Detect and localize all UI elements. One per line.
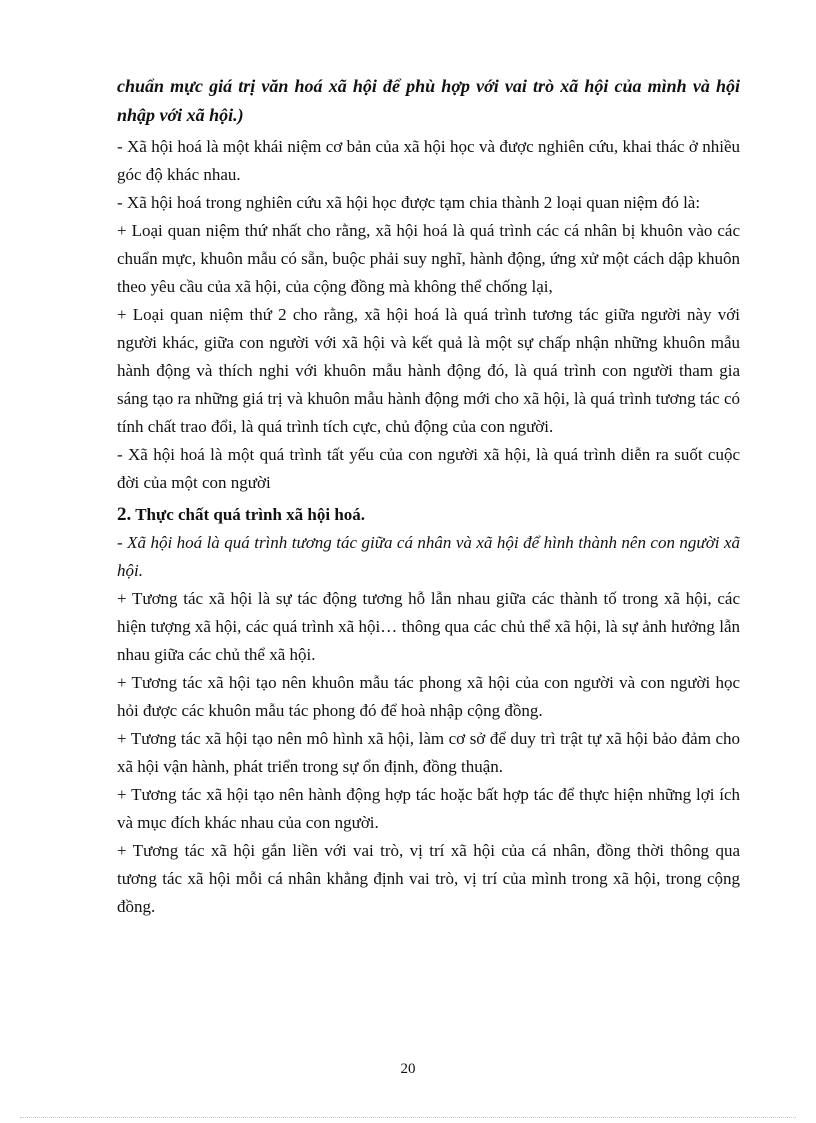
paragraph: + Tương tác xã hội là sự tác động tương hỗ lẫn nhau giữa các thành tố trong xã hội, các hiện tượng xã hội, các quá trình xã hội… thông qua các chủ thể xã hội, là sự ảnh hưởng lẫn nhau giữa các chủ thể xã hội. [117, 589, 740, 664]
paragraph: - Xã hội hoá trong nghiên cứu xã hội học được tạm chia thành 2 loại quan niệm đó là: [117, 193, 701, 212]
page-number: 20 [400, 1061, 416, 1077]
section-title: Thực chất quá trình xã hội hoá. [131, 505, 366, 524]
paragraph: + Loại quan niệm thứ 2 cho rằng, xã hội hoá là quá trình tương tác giữa người này với người khác, giữa con người với xã hội và kết quả là một sự chấp nhận những khuôn mẫu hành động và thích nghi với khuôn mẫu hành động đó, là quá trình con người tham gia sáng tạo ra những giá trị và khuôn mẫu hành động mới cho xã hội, là quá trình tương tác có tính chất trao đổi, là quá trình tích cực, chủ động của con người. [117, 305, 740, 436]
page-body [117, 72, 740, 921]
paragraph: + Tương tác xã hội tạo nên khuôn mẫu tác phong xã hội của con người và con người học hỏi được các khuôn mẫu tác phong đó để hoà nhập cộng đồng. [117, 673, 740, 720]
intro-bold-italic-text: chuẩn mực giá trị văn hoá xã hội để phù hợp với vai trò xã hội của mình và hội nhập với xã hội.) [117, 76, 740, 125]
paragraph: + Loại quan niệm thứ nhất cho rằng, xã hội hoá là quá trình các cá nhân bị khuôn vào các chuẩn mực, khuôn mẫu có sẵn, buộc phải suy nghĩ, hành động, ứng xử một cách dập khuôn theo yêu cầu của xã hội, của cộng đồng mà không thể chống lại, [117, 221, 740, 296]
paragraph: - Xã hội hoá là một khái niệm cơ bản của xã hội học và được nghiên cứu, khai thác ở nhiều góc độ khác nhau. [117, 137, 740, 184]
paragraph: + Tương tác xã hội tạo nên mô hình xã hội, làm cơ sở để duy trì trật tự xã hội bảo đảm cho xã hội vận hành, phát triển trong sự ổn định, đồng thuận. [117, 729, 740, 776]
section-number: 2. [117, 504, 132, 525]
section-heading [117, 501, 740, 529]
paragraph: - Xã hội hoá là một quá trình tất yếu của con người xã hội, là quá trình diễn ra suốt cuộc đời của một con người [117, 445, 740, 492]
page-bottom-divider [20, 1117, 796, 1118]
paragraph: + Tương tác xã hội tạo nên hành động hợp tác hoặc bất hợp tác để thực hiện những lợi ích và mục đích khác nhau của con người. [117, 785, 740, 832]
italic-definition: - Xã hội hoá là quá trình tương tác giữa cá nhân và xã hội để hình thành nên con người xã hội. [117, 533, 740, 580]
paragraph: + Tương tác xã hội gắn liền với vai trò, vị trí xã hội của cá nhân, đồng thời thông qua tương tác xã hội mỗi cá nhân khẳng định vai trò, vị trí của mình trong xã hội, trong cộng đồng. [117, 841, 740, 916]
